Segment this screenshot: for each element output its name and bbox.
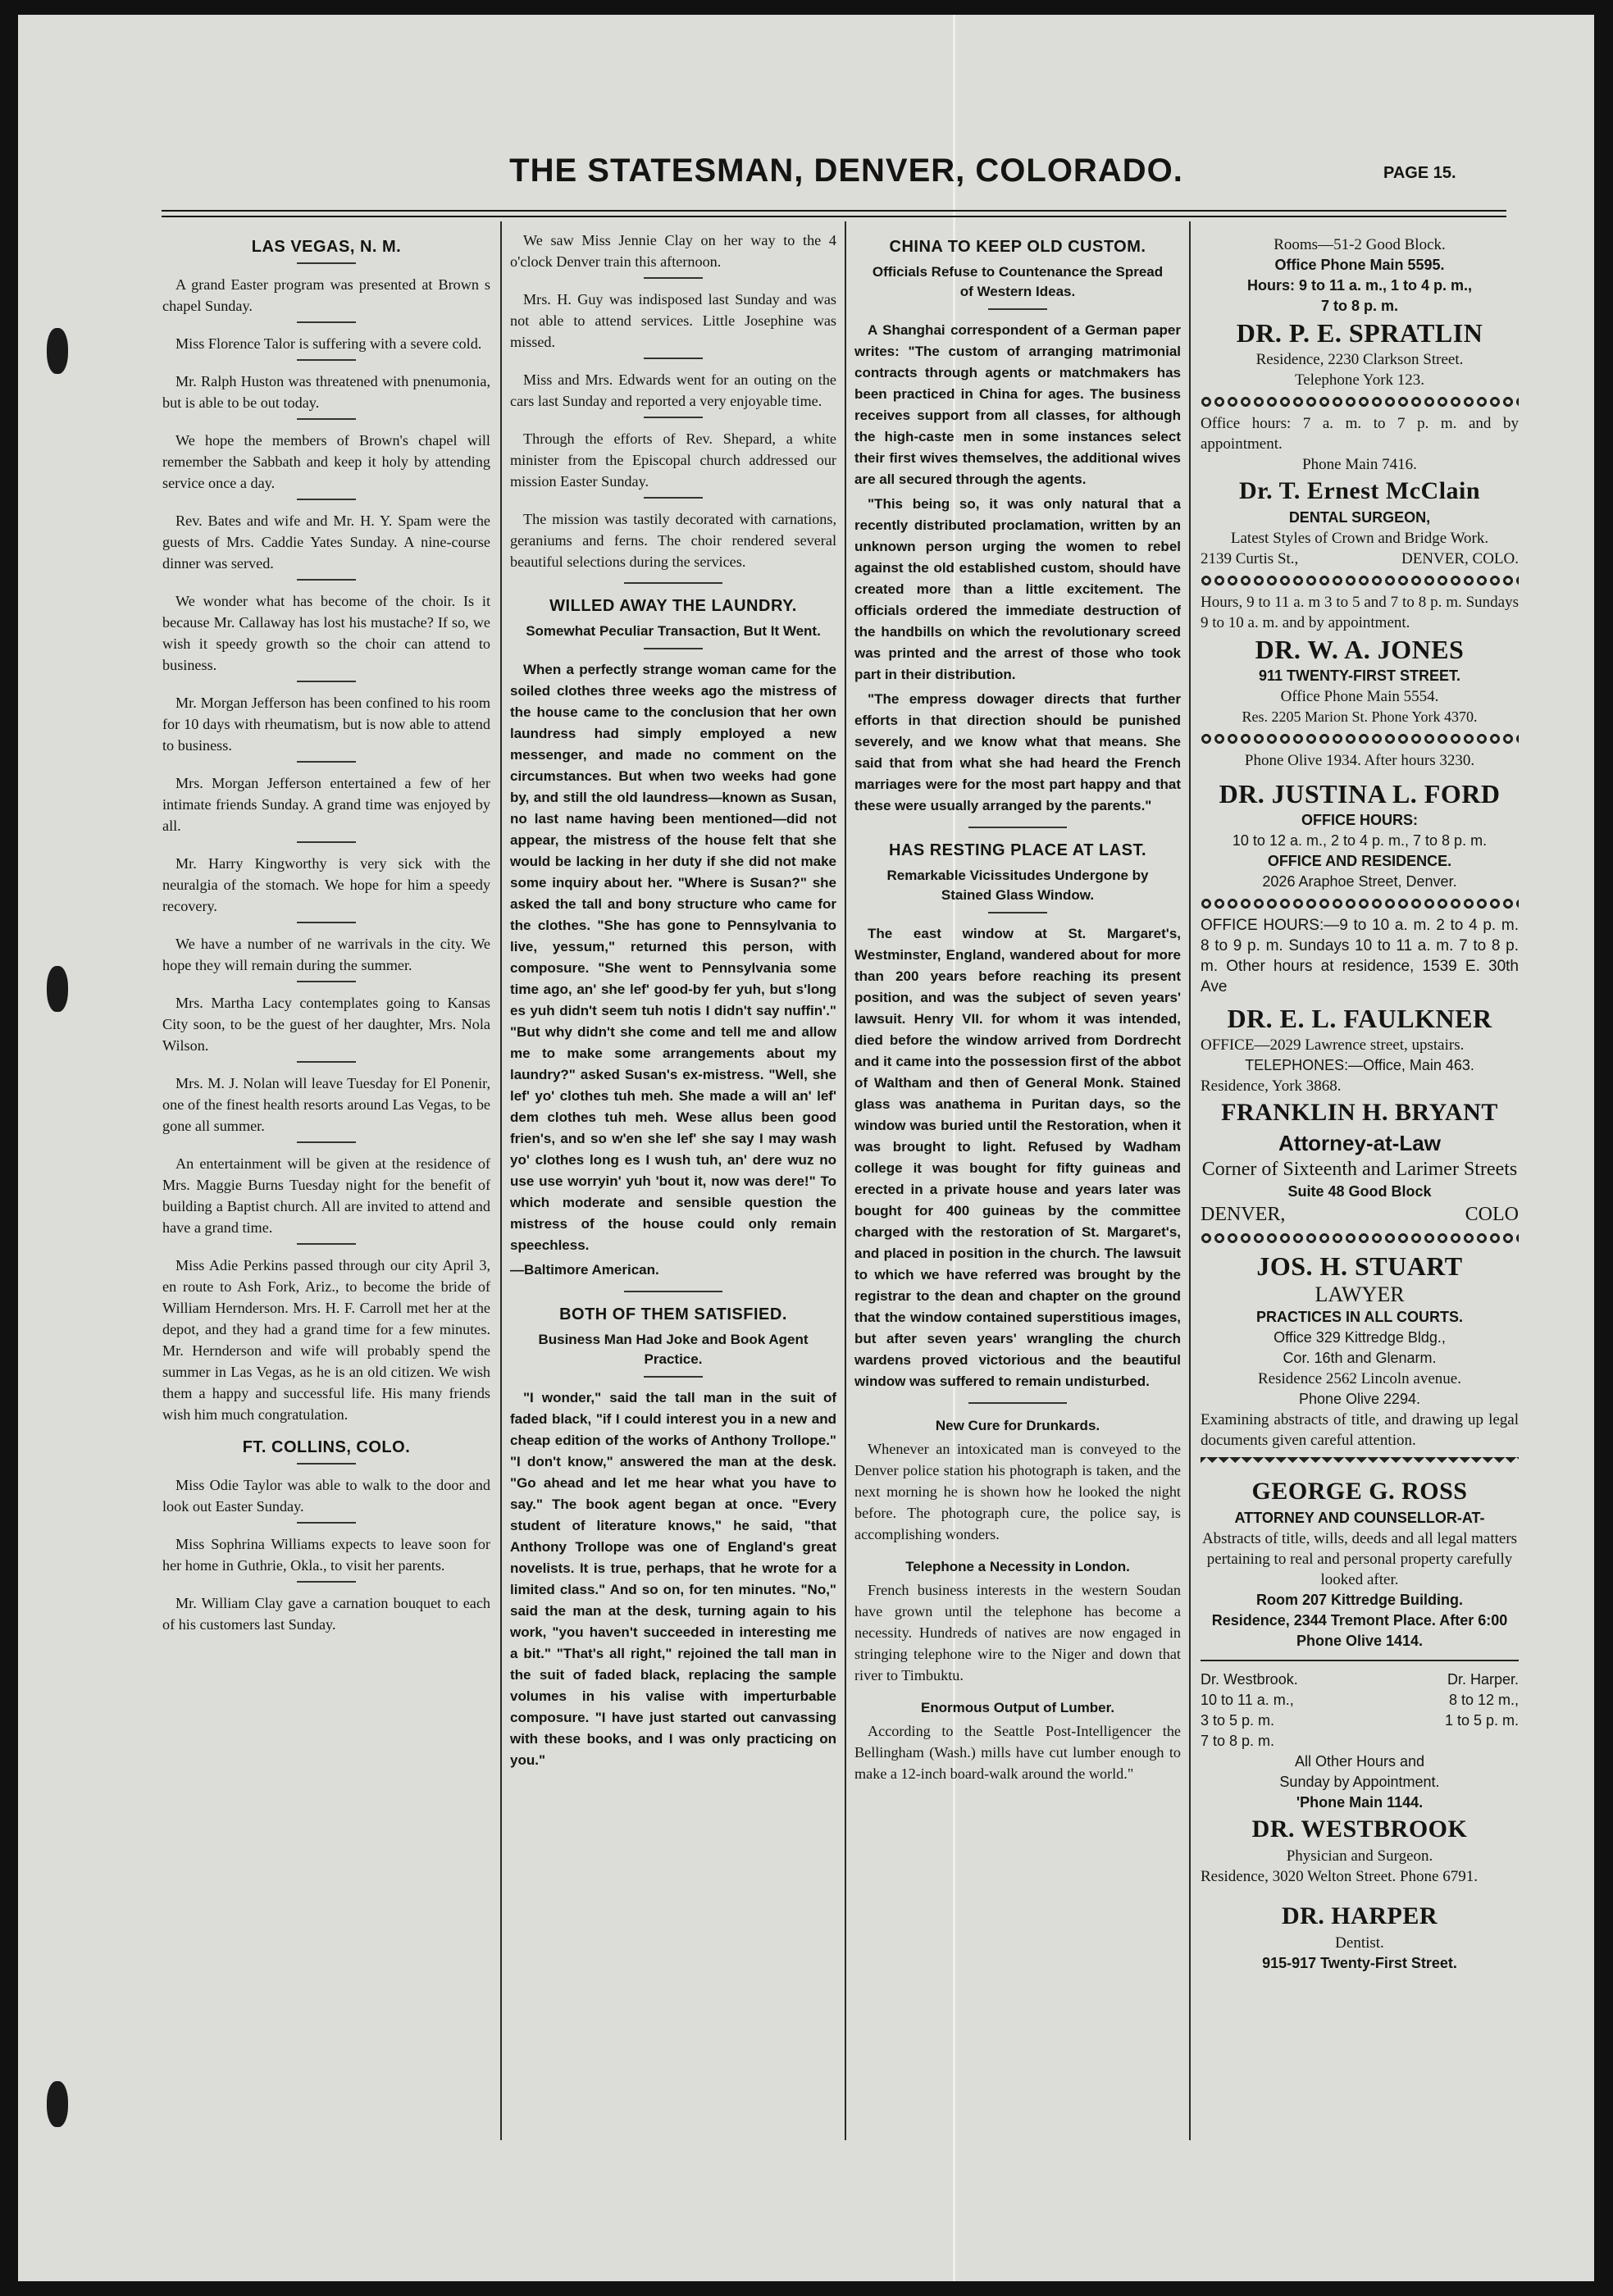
harper-title: Dentist. — [1335, 1934, 1384, 1952]
section-heading: FT. COLLINS, COLO. — [242, 1438, 411, 1456]
item-separator — [297, 1581, 356, 1583]
story-subhead: Remarkable Vicissitudes Undergone by Stained Glass Window. — [886, 868, 1149, 903]
item-separator — [297, 681, 356, 682]
mcclain-phone: Phone Main 7416. — [1302, 456, 1417, 473]
ross-name: GEORGE G. ROSS — [1251, 1478, 1468, 1505]
westbrook-address: Residence, 3020 Welton Street. Phone 6791. — [1201, 1868, 1478, 1885]
masthead-title: THE STATESMAN, DENVER, COLORADO. — [509, 153, 1183, 189]
brief-body: French business interests in the western Soudan have grown until the telephone has become a necessity. Hundreds of natives are now engaged in stringing telephone wire to the Niger and down that river to Timbuktu. — [854, 1582, 1181, 1683]
news-item: Miss Florence Talor is suffering with a severe cold. — [175, 335, 482, 352]
ross-note: Abstracts of title, wills, deeds and all legal matters pertaining to real and personal property carefully looked after. — [1201, 1530, 1518, 1588]
bryant-title: Attorney-at-Law — [1278, 1131, 1441, 1155]
item-separator — [297, 1243, 356, 1245]
news-item: Miss Adie Perkins passed through our city April 3, en route to Ash Fork, Ariz., to become the bride of William Hernderson. Mrs. H. F. Carroll met her at the depot, and they had a grand time for a few minutes. Mr. Hernderson and wife will probably spend the summer in Las Vegas, as he is an old citizen. We wish them a happy and successful life. His many friends wish him much congratulation. — [162, 1257, 490, 1423]
brief-body: According to the Seattle Post-Intelligencer the Bellingham (Wash.) mills have cut lumber enough to make a 12-inch board-walk around the world." — [854, 1723, 1181, 1782]
news-item: A grand Easter program was presented at Brown s chapel Sunday. — [162, 276, 490, 314]
news-items — [162, 1474, 490, 1635]
mcclain-name: Dr. T. Ernest McClain — [1238, 477, 1481, 504]
column-4-directory — [1201, 235, 1519, 2203]
column-rule — [845, 221, 846, 2140]
news-item: Mrs. M. J. Nolan will leave Tuesday for El Ponenir, one of the finest health resorts around Las Vegas, to be gone all summer. — [162, 1075, 490, 1134]
ornament-rule — [1201, 1457, 1519, 1469]
news-item: Through the efforts of Rev. Shepard, a white minister from the Episcopal church addressed our mission Easter Sunday. — [510, 430, 836, 490]
brief-title: Telephone a Necessity in London. — [905, 1559, 1130, 1574]
story-subhead: Officials Refuse to Countenance the Spread of Western Ideas. — [872, 264, 1164, 299]
news-item: An entertainment will be given at the residence of Mrs. Maggie Burns Tuesday night for the benefit of building a Baptist church. All are invited to attend and have a grand time. — [162, 1155, 490, 1236]
faulkner-office: OFFICE—2029 Lawrence street, upstairs. — [1201, 1036, 1465, 1054]
stuart-residence: Residence 2562 Lincoln avenue. — [1258, 1370, 1461, 1387]
column-rule — [1189, 221, 1191, 2140]
story-paragraph: "This being so, it was only natural that a recently distributed proclamation, written by an unknown person urging the women to rebel against the old established custom, should have created more than a little excitement. The officials ordered the immediate destruction of the handbills on which the revolutionary screed was printed and the arrest of those who took part in their distribution. — [854, 496, 1181, 682]
story-body: "I wonder," said the tall man in the suit of faded black, "if I could interest you in a new and cheap edition of the works of Anthony Trollope." "I don't know," answered the man at the desk. "Go ahead and let me hear what you have to say." The book agent began at once. "Every student of literature knows," he said, "that Anthony Trollope was one of England's great novelists. It is true, perhaps, that he wrote for a limited class." And so on, for ten minutes. "No," said the man at the desk, turning again to his work, "you haven't succeeded in interesting me a bit." "That's all right," rejoined the tall man in the suit of faded black, replacing the sample volumes in his valise with imperturbable composure. "I have just started out canvassing with these books, and I was only practicing on you." — [510, 1390, 836, 1768]
story-headline: CHINA TO KEEP OLD CUSTOM. — [889, 238, 1146, 256]
stuart-title: LAWYER — [1315, 1282, 1405, 1306]
westbrook-name: DR. WESTBROOK — [1251, 1815, 1468, 1843]
news-item: Mrs. H. Guy was indisposed last Sunday and was not able to attend services. Little Josephine was missed. — [510, 291, 836, 350]
story-subhead: Business Man Had Joke and Book Agent Practice. — [538, 1332, 809, 1367]
item-separator — [644, 417, 703, 418]
binder-hole — [47, 966, 68, 1012]
item-separator — [297, 579, 356, 581]
news-item: Mr. Harry Kingworthy is very sick with the neuralgia of the stomach. We hope for him a speedy recovery. — [162, 855, 490, 914]
item-separator — [297, 321, 356, 323]
brief-title: Enormous Output of Lumber. — [920, 1700, 1115, 1715]
item-separator — [297, 922, 356, 923]
harper-name: DR. HARPER — [1282, 1902, 1438, 1929]
column-2 — [510, 230, 836, 2181]
item-separator — [297, 841, 356, 843]
news-item: Mr. Ralph Huston was threatened with pnenumonia, but is able to be out today. — [162, 373, 490, 411]
brief-title: New Cure for Drunkards. — [935, 1418, 1100, 1433]
ornament-rule — [1201, 574, 1519, 587]
item-separator — [297, 418, 356, 420]
ford-residence-title: OFFICE AND RESIDENCE. — [1267, 853, 1452, 869]
news-item: Mrs. Morgan Jefferson entertained a few of her intimate friends Sunday. A grand time was enjoyed by all. — [162, 775, 490, 834]
faulkner-hours: OFFICE HOURS:—9 to 10 a. m. 2 to 4 p. m. 8 to 9 p. m. Sundays 10 to 11 a. m. 7 to 8 p. m. Other hours at residence, 1539 E. 30th Ave — [1201, 917, 1519, 995]
bryant-address: Corner of Sixteenth and Larimer Streets — [1201, 1159, 1518, 1180]
bryant-suite: Suite 48 Good Block — [1287, 1183, 1432, 1200]
spratlin-address: Residence, 2230 Clarkson Street. Telephone York 123. — [1255, 351, 1464, 389]
ford-name: DR. JUSTINA L. FORD — [1219, 779, 1501, 809]
story-paragraph: A Shanghai correspondent of a German paper writes: "The custom of arranging matrimonial contracts through agents or matchmakers has been practiced in China for ages. The business receives support from all classes, for although the high-caste men in some instances select their first wives themselves, the additional wives are all secured through the agents. — [854, 322, 1181, 487]
column-3 — [854, 230, 1181, 2181]
ornament-rule — [1201, 897, 1519, 910]
newspaper-page — [18, 15, 1594, 2281]
jones-phone-olive: Phone Olive 1934. After hours 3230. — [1244, 752, 1475, 769]
item-separator — [297, 1141, 356, 1143]
faulkner-telephones: TELEPHONES:—Office, Main 463. — [1245, 1057, 1474, 1073]
rule — [1201, 1660, 1519, 1661]
news-item: We have a number of ne warrivals in the city. We hope they will remain during the summer. — [162, 936, 490, 973]
binder-hole — [47, 328, 68, 374]
ross-office: Room 207 Kittredge Building. Residence, 2344 Tremont Place. After 6:00 Phone Olive 1414. — [1211, 1592, 1508, 1649]
story-body: The east window at St. Margaret's, Westminster, England, wandered about for more than 200 years before reaching its present position, and was the subject of seven years' lawsuit. Henry VII. for whom it was intended, died before the window arrived from Dordrecht and it came into the possession first of the abbot of Waltham and then of General Monk. Stained glass was anathema in Puritan days, so the window was buried until the Restoration, when it was brought to light. Refused by Wadham college it was bought for fifty guineas and erected in a private house and years later was bought for 400 guineas by the committee charged with the restoration of St. Margaret's, and placed in position in the church. The lawsuit to which we have referred was brought by the registrar to the dean and chapter on the ground that the window contained superstitious images, but after seven years' wrangling the church wardens proved victorious and the beautiful window was suffered to remain undisturbed. — [854, 926, 1181, 1389]
news-items — [510, 230, 836, 572]
stuart-office: Office 329 Kittredge Bldg., Cor. 16th and Glenarm. — [1274, 1329, 1446, 1366]
item-separator — [297, 1061, 356, 1063]
masthead — [18, 153, 1594, 202]
item-separator — [297, 359, 356, 361]
ornament-rule — [1201, 1232, 1519, 1245]
item-separator — [644, 358, 703, 359]
news-item: We wonder what has become of the choir. Is it because Mr. Callaway has lost his mustache? If so, we wish it speedy growth so the choir can attend to business. — [162, 593, 490, 673]
news-item: Mrs. Martha Lacy contemplates going to Kansas City soon, to be the guest of her daughter, Mrs. Nola Wilson. — [162, 995, 490, 1054]
westbrook-title: Physician and Surgeon. — [1286, 1847, 1433, 1865]
harper-address: 915-917 Twenty-First Street. — [1262, 1955, 1457, 1971]
item-separator — [297, 1522, 356, 1524]
jones-address: 911 TWENTY-FIRST STREET. — [1258, 667, 1461, 684]
page-number: PAGE 15. — [1383, 164, 1456, 182]
news-items — [162, 274, 490, 1425]
mcclain-hours: Office hours: 7 a. m. to 7 p. m. and by appointment. — [1201, 415, 1519, 453]
column-1 — [162, 230, 490, 2181]
bryant-city: DENVER, COLO — [1201, 1204, 1519, 1225]
news-item: Miss Sophrina Williams expects to leave soon for her home in Guthrie, Okla., to visit her parents. — [162, 1536, 490, 1574]
column-rule — [500, 221, 502, 2140]
news-item: Miss and Mrs. Edwards went for an outing on the cars last Sunday and reported a very enjoyable time. — [510, 371, 836, 409]
news-item: The mission was tastily decorated with carnations, geraniums and ferns. The choir rendered several beautiful selections during the services. — [510, 511, 836, 570]
story-subhead: Somewhat Peculiar Transaction, But It Went. — [526, 623, 821, 639]
item-separator — [297, 981, 356, 982]
jones-phones: Office Phone Main 5554. Res. 2205 Marion St. Phone York 4370. — [1242, 688, 1478, 725]
mcclain-title: DENTAL SURGEON, — [1288, 509, 1431, 526]
binder-hole — [47, 2081, 68, 2127]
ross-title: ATTORNEY AND COUNSELLOR-AT- — [1234, 1510, 1485, 1526]
mcclain-address: 2139 Curtis St., DENVER, COLO. — [1201, 550, 1519, 567]
ornament-rule — [1201, 732, 1519, 745]
item-separator — [297, 499, 356, 500]
jones-hours: Hours, 9 to 11 a. m 3 to 5 and 7 to 8 p. m. Sundays 9 to 10 a. m. and by appointment. — [1201, 594, 1519, 631]
news-item: Mr. Morgan Jefferson has been confined to his room for 10 days with rheumatism, but is now able to attend to business. — [162, 695, 490, 754]
story-paragraph: "The empress dowager directs that further efforts in that direction should be punished severely, and we know what that means. She said that from what she had heard the French marriages were for the most part happy and that these were usually arranged by the parents." — [854, 691, 1181, 813]
item-separator — [644, 497, 703, 499]
news-item: Mr. William Clay gave a carnation bouquet to each of his customers last Sunday. — [162, 1595, 490, 1633]
bryant-name: FRANKLIN H. BRYANT — [1221, 1099, 1498, 1126]
faulkner-name: DR. E. L. FAULKNER — [1227, 1004, 1492, 1033]
news-item: We hope the members of Brown's chapel will remember the Sabbath and keep it holy by attending service once a day. — [162, 432, 490, 491]
news-item: We saw Miss Jennie Clay on her way to the 4 o'clock Denver train this afternoon. — [510, 232, 836, 270]
ford-hours: 10 to 12 a. m., 2 to 4 p. m., 7 to 8 p. m. — [1232, 832, 1488, 849]
office-hours-table: Dr. Westbrook. Dr. Harper. 10 to 11 a. m., 8 to 12 m., 3 to 5 p. m. 1 to 5 p. m. 7 to 8 p. m. All Other Hours and Sunday by Appointment. 'Phone Main 1144. — [1201, 1671, 1519, 1811]
item-separator — [644, 277, 703, 279]
story-body — [854, 320, 1181, 817]
story-body: When a perfectly strange woman came for the soiled clothes three weeks ago the mistress of the house came to the conclusion that her own laundress had simply employed a new messenger, and made no comment on the circumstances. But when two weeks had gone by, and still the old laundress—known as Susan, no last name having been mentioned—did not appear, the mistress of the house felt that she would be lacking in her duty if she did not make some inquiry about her. "Where is Susan?" she asked the tall and bony structure who came for the clothes. "She has gone to Pennsylvania to live, yessum," returned this person, with composure. "She went to Pennsylvania some time ago, an' she lef' good-by fer yuh, but s'long es yuh didn't seem tuh notis I didn't say nuffin'." "But why didn't she come and tell me and allow me to make some arrangements about my laundry?" asked Susan's ex-mistress. "Well, she lef' yo' clothes tuh meh. She made a will an' lef' dem clothes tuh meh. Wese allus been good frien's, and so w'en she lef' she say I may wash yo' clothes long es I wush tuh, an' dere wuz no use use worryin' yuh 'bout it, now was dere!" To which moderate and sensible question the mistress of the house could only remain speechless. — [510, 662, 836, 1253]
faulkner-residence: Residence, York 3868. — [1201, 1077, 1342, 1095]
stuart-name: JOS. H. STUART — [1256, 1251, 1463, 1281]
masthead-rule — [162, 210, 1506, 217]
story-headline: WILLED AWAY THE LAUNDRY. — [549, 597, 797, 615]
section-heading: LAS VEGAS, N. M. — [251, 238, 402, 256]
news-item: Rev. Bates and wife and Mr. H. Y. Spam were the guests of Mrs. Caddie Yates Sunday. A nine-course dinner was served. — [162, 512, 490, 572]
spratlin-office-hours: Rooms—51-2 Good Block. Office Phone Main 5595. Hours: 9 to 11 a. m., 1 to 4 p. m., 7 to 8 p. m. — [1246, 236, 1473, 314]
stuart-phone: Phone Olive 2294. — [1298, 1391, 1421, 1407]
news-item: Miss Odie Taylor was able to walk to the door and look out Easter Sunday. — [162, 1477, 490, 1515]
brief-body: Whenever an intoxicated man is conveyed to the Denver police station his photograph is taken, and the next morning he is shown how he looked the night before. The photograph cure, the police say, is accomplishing wonders. — [854, 1441, 1181, 1542]
jones-name: DR. W. A. JONES — [1255, 635, 1465, 664]
story-headline: BOTH OF THEM SATISFIED. — [559, 1305, 787, 1323]
mcclain-specialty: Latest Styles of Crown and Bridge Work. — [1230, 530, 1489, 547]
ford-address: 2026 Araphoe Street, Denver. — [1262, 873, 1457, 890]
ford-hours-title: OFFICE HOURS: — [1301, 812, 1418, 828]
story-headline: HAS RESTING PLACE AT LAST. — [888, 841, 1147, 859]
story-source: —Baltimore American. — [510, 1262, 659, 1278]
stuart-practice: PRACTICES IN ALL COURTS. — [1255, 1309, 1463, 1325]
spratlin-name: DR. P. E. SPRATLIN — [1236, 318, 1483, 348]
item-separator — [297, 761, 356, 763]
ornament-rule — [1201, 395, 1519, 408]
stuart-note: Examining abstracts of title, and drawing up legal documents given careful attention. — [1201, 1411, 1519, 1449]
